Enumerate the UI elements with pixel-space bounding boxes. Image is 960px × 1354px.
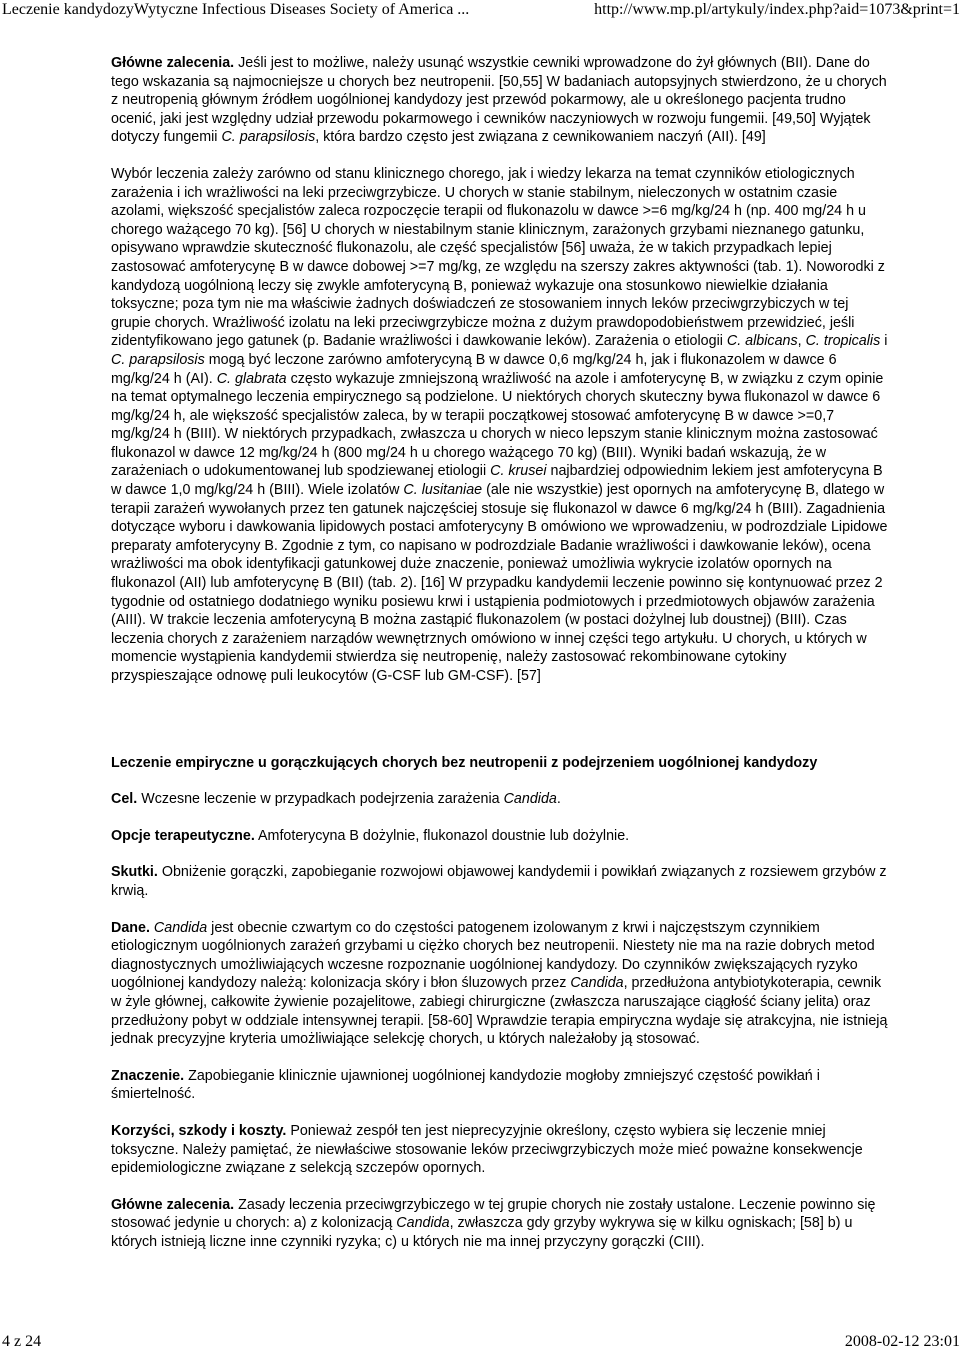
paragraph-text: , która bardzo często jest związana z cewnikowaniem naczyń (AII). [49]: [315, 129, 766, 146]
paragraph-text: ,: [797, 333, 806, 350]
species-name: C. parapsilosis: [221, 129, 316, 146]
paragraph-significance: [111, 1067, 891, 1104]
print-datetime: 2008-02-12 23:01: [844, 1333, 960, 1350]
print-footer: [0, 1332, 960, 1354]
paragraph-text: Ponieważ zespół ten jest nieprecyzyjnie określony, często wybiera się leczenie mniej toksyczne. Należy pamiętać, że niewłaściwe stosowanie leków przeciwgrzybiczych może mieć poważne konsekwencje epidemiologiczne związane z selekcją szczepów opornych.: [111, 1122, 863, 1177]
species-name: C. glabrata: [216, 370, 287, 387]
paragraph-main-recommendations-2: [111, 1196, 891, 1252]
paragraph-text: Zasady leczenia przeciwgrzybiczego w tej grupie chorych nie zostały ustalone. Leczenie powinno się stosować jedynie u chorych: a) z kolonizacją: [111, 1196, 876, 1232]
article-body: [111, 54, 891, 1251]
paragraph-effects: [111, 863, 891, 900]
paragraph-text: i: [880, 333, 888, 350]
paragraph-text: Obniżenie gorączki, zapobieganie rozwojowi objawowej kandydemii i powikłań związanych z rozsiewem grzybów z krwią.: [111, 864, 887, 899]
paragraph-label: Główne zalecenia.: [111, 1196, 235, 1213]
species-name: Candida: [396, 1215, 450, 1232]
paragraph-label: Znaczenie.: [111, 1067, 185, 1084]
paragraph-data: [111, 919, 891, 1049]
species-name: C. albicans: [726, 333, 798, 350]
paragraph-label: Dane.: [111, 919, 150, 936]
page-url-header: http://www.mp.pl/artykuly/index.php?aid=1073&print=1: [594, 1, 960, 18]
paragraph-label: Opcje terapeutyczne.: [111, 827, 255, 844]
species-name: C. parapsilosis: [111, 351, 205, 368]
paragraph-label: Główne zalecenia.: [111, 55, 235, 71]
paragraph-main-recommendations: [111, 54, 891, 147]
paragraph-treatment-choice: [111, 165, 891, 686]
species-name: C. tropicalis: [805, 333, 881, 350]
paragraph-text: Amfoterycyna B dożylnie, flukonazol doustnie lub dożylnie.: [254, 827, 630, 844]
paragraph-text: często wykazuje zmniejszoną wrażliwość na azole i amfoterycynę B, w związku z czym opinie na temat optymalnego leczenia empirycznego są podzielone. U niektórych chorych skuteczny bywa flukonazol w dawce 6 mg/kg/24 h, ale większość specjalistów zaleca, by w terapii początkowej stosować amfoterycynę B w dawce >=0,7 mg/kg/24 h (BIII). W niektórych przypadkach, zwłaszcza u chorych w nieco lepszym stanie klinicznym można zastosować flukonazol w dawce 12 mg/kg/24 h (800 mg/24 h u chorego ważącego 70 kg) (BIII). Wyniki badań wskazują, że w zarażeniach o udokumentowanej lub spodziewanej etiologii: [111, 370, 884, 480]
paragraph-label: Korzyści, szkody i koszty.: [111, 1122, 287, 1139]
species-name: Candida: [570, 975, 624, 992]
paragraph-goal: [111, 790, 891, 809]
paragraph-text: , zwłaszcza gdy grzyby wykrywa się w kilku ogniskach; [58] b) u których istnieją liczne inne czynniki ryzyka; c) u których nie ma innej przyczyny gorączki (CIII).: [111, 1215, 853, 1250]
page-number: 4 z 24: [2, 1333, 42, 1350]
species-name: Candida: [503, 791, 557, 808]
paragraph-text: .: [556, 791, 561, 808]
page-title-header: Leczenie kandydozyWytyczne Infectious Diseases Society of America ...: [2, 1, 470, 18]
paragraph-text: Wybór leczenia zależy zarówno od stanu klinicznego chorego, jak i wiedzy lekarza na temat czynników etiologicznych zarażenia i ich wrażliwości na leki przeciwgrzybicze. U chorych w stanie stabilnym, nieleczonych w ostatnim czasie azolami, większość specjalistów zaleca rozpoczęcie terapii od flukonazolu w dawce >=6 mg/kg/24 h (np. 400 mg/24 h u chorego ważącego 70 kg). [56] U chorych w niestabilnym stanie klinicznym, zarażonych grzybami nieznanego gatunku, opisywano wprawdzie skuteczność flukonazolu, ale część specjalistów [56] uważa, że w takich przypadkach lepiej zastosować amfoterycynę B w dawce dobowej >=7 mg/kg, ze względu na szerszy zakres aktywności (tab. 1). Noworodki z kandydozą uogólnioną leczy się zwykle amfoterycyną B, ponieważ wykazuje ona stosunkowo niewielkie działania toksyczne; poza tym nie ma właściwie żadnych doświadczeń ze stosowaniem innych leków przeciwgrzybiczych w tej grupie chorych. Wrażliwość izolatu na leki przeciwgrzybicze można z dużym prawdopodobieństwem przewidzieć, jeśli zidentyfikowano jego gatunek (p. Badanie wrażliwości i dawkowanie leków). Zarażenia o etiologii: [111, 165, 885, 350]
section-heading: Leczenie empiryczne u gorączkujących chorych bez neutropenii z podejrzeniem uogólnionej kandydozy: [111, 754, 818, 771]
species-name: C. krusei: [490, 463, 547, 480]
paragraph-text: mogą być leczone zarówno amfoterycyną B w dawce 0,6 mg/kg/24 h, jak i flukonazolem w dawce 6 mg/kg/24 h (AI).: [111, 351, 837, 387]
print-header: [0, 0, 960, 22]
paragraph-text: Zapobieganie klinicznie ujawnionej uogólnionej kandydozie mogłoby zmniejszyć częstość powikłań i śmiertelność.: [111, 1067, 820, 1103]
paragraph-text: , przedłużona antybiotykoterapia, cewnik w żyle głównej, całkowite żywienie pozajelitowe, zabiegi chirurgiczne (zwłaszcza naruszające ciągłość ściany jelita) oraz przedłużony pobyt w oddziale intensywnej terapii. [58-60] Wprawdzie terapia empiryczna wydaje się atrakcyjna, nie istnieją jednak precyzyjne kryteria umożliwiające selekcję chorych, u których należałoby ją stosować.: [111, 975, 888, 1048]
paragraph-text: jest obecnie czwartym co do częstości patogenem izolowanym z krwi i najczęstszym czynnikiem etiologicznym uogólnionych zarażeń grzybami u ciężko chorych bez neutropenii. Niestety nie ma na razie dobrych metod diagnostycznych umożliwiających wczesne rozpoznanie uogólnionej kandydozy. Do czynników zwiększających ryzyko uogólnionej kandydozy należą: kolonizacja skóry i błon śluzowych przez: [111, 919, 875, 992]
species-name: C. lusitaniae: [403, 482, 483, 499]
paragraph-text: najbardziej odpowiednim lekiem jest amfoterycyna B w dawce 1,0 mg/kg/24 h (BIII). Wiele izolatów: [111, 463, 883, 499]
paragraph-label: Cel.: [111, 791, 138, 808]
paragraph-text: (ale nie wszystkie) jest opornych na amfoterycynę B, dlatego w terapii zarażeń wywołanych przez ten gatunek najczęściej stosuje się flukonazol w dawce 6 mg/kg/24 h (BIII). Zagadnienia dotyczące wyboru i dawkowania lipidowych postaci amfoterycyny B omówiono we wprowadzeniu, w podrozdziale Lipidowe preparaty amfoterycyny B. Zgodnie z tym, co napisano w podrozdziale Badanie wrażliwości i dawkowanie leków), ocena wrażliwości ma obok identyfikacji gatunkowej duże znaczenie, ponieważ umożliwia wykrycie izolatów opornych na flukonazol (AII) lub amfoterycynę B (BII) (tab. 2). [16] W przypadku kandydemii leczenie powinno się kontynuować przez 2 tygodnie od ostatniego dodatniego wyniku posiewu krwi i ustąpienia podmiotowych i przedmiotowych objawów zarażenia (AIII). W trakcie leczenia amfoterycyną B można zastąpić flukonazolem (w postaci dożylnej lub doustnej) (BIII). Czas leczenia chorych z zarażeniem narządów wewnętrznych omówiono w innej części tego artykułu. U chorych, u których w momencie wystąpienia kandydemii stwierdza się neutropenię, należy zastosować rekombinowane cytokiny przyspieszające odnowę puli leukocytów (G-CSF lub GM-CSF). [57]: [111, 482, 888, 684]
paragraph-benefits-harms-costs: [111, 1122, 891, 1178]
paragraph-label: Skutki.: [111, 864, 158, 881]
paragraph-options: [111, 827, 891, 846]
paragraph-text: Wczesne leczenie w przypadkach podejrzenia zarażenia: [137, 791, 504, 808]
species-name: Candida: [153, 919, 208, 936]
paragraph-text: Jeśli jest to możliwe, należy usunąć wszystkie cewniki wprowadzone do żył głównych (BII). Dane do tego wskazania są najmocniejsze u chorych bez neutropenii. [50,55] W badaniach autopsyjnych stwierdzono, że u chorych z neutropenią głównym źródłem uogólnionej kandydozy jest przewód pokarmowy, ale u określonego pacjenta trudno ocenić, jaki jest względny udział przewodu pokarmowego i cewników naczyniowych w rozwoju fungemii. [49,50] Wyjątek dotyczy fungemii: [111, 55, 887, 146]
